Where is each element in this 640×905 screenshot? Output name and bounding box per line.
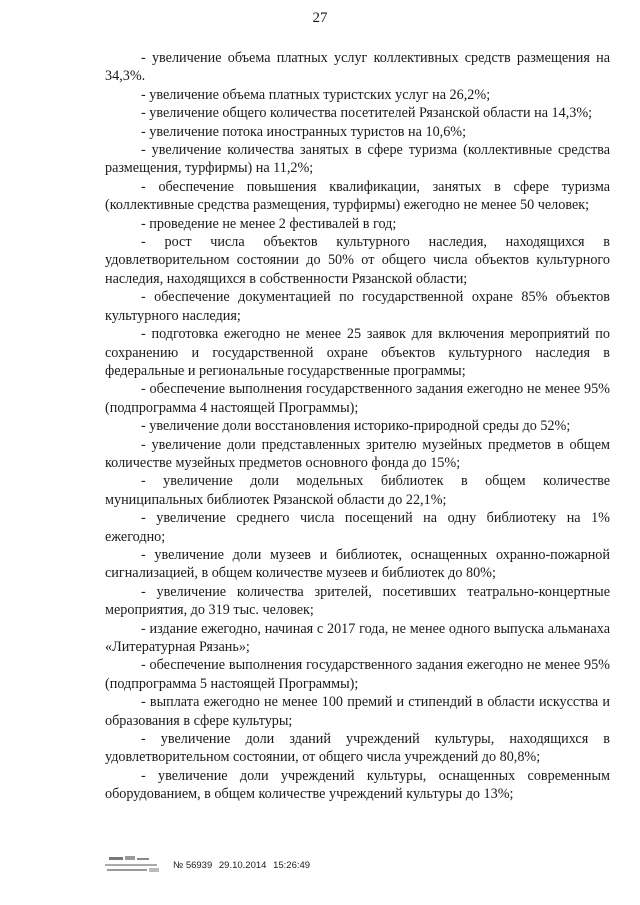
doc-date: 29.10.2014	[218, 859, 267, 871]
list-item: - увеличение количества зрителей, посетивших театрально-концертные мероприятия, до 319 тыс. человек;	[105, 583, 610, 619]
document-body	[105, 49, 610, 804]
list-item: - увеличение доли восстановления историко-природной среды до 52%;	[141, 418, 571, 435]
list-item: - увеличение количества занятых в сфере туризма (коллективные средства размещения, турфирмы) на 11,2%;	[105, 142, 610, 177]
list-item: - обеспечение выполнения государственного задания ежегодно не менее 95% (подпрограмма 4 настоящей Программы);	[105, 381, 610, 416]
list-item: - проведение не менее 2 фестивалей в год;	[141, 215, 397, 232]
registration-stamp	[173, 860, 314, 871]
list-item: - увеличение потока иностранных туристов на 10,6%;	[141, 123, 467, 140]
doc-time: 15:26:49	[273, 859, 311, 871]
page-number: 27	[312, 10, 328, 26]
list-item: - увеличение среднего числа посещений на одну библиотеку на 1% ежегодно;	[105, 510, 610, 545]
list-item: - издание ежегодно, начиная с 2017 года, не менее одного выпуска альманаха «Литературная Рязань»;	[105, 620, 610, 655]
list-item: - увеличение доли музеев и библиотек, оснащенных охранно-пожарной сигнализацией, в общем количестве музеев и библиотек до 80%;	[105, 546, 610, 582]
list-item: - обеспечение документацией по государственной охране 85% объектов культурного наследия;	[105, 289, 610, 324]
list-item: - увеличение доли учреждений культуры, оснащенных современным оборудованием, в общем количестве учреждений культуры до 13%;	[105, 767, 610, 803]
list-item: - рост числа объектов культурного наследия, находящихся в удовлетворительном состоянии до 50% от общего числа объектов культурного наследия, находящихся в собственности Рязанской области;	[105, 234, 610, 287]
list-item: - обеспечение выполнения государственного задания ежегодно не менее 95% (подпрограмма 5 настоящей Программы);	[105, 657, 610, 692]
list-item: - увеличение объема платных туристских услуг на 26,2%;	[141, 86, 491, 103]
registry-stamp-icon	[103, 855, 163, 875]
list-item: - увеличение общего количества посетителей Рязанской области на 14,3%;	[141, 105, 593, 122]
doc-number: № 56939	[173, 859, 213, 871]
list-item: - увеличение доли представленных зрителю музейных предметов в общем количестве музейных предметов основного фонда до 15%;	[105, 436, 610, 471]
list-item: - выплата ежегодно не менее 100 премий и стипендий в области искусства и образования в сфере культуры;	[105, 694, 610, 729]
list-item: - увеличение объема платных услуг коллективных средств размещения на 34,3%.	[105, 50, 610, 85]
list-item: - увеличение доли модельных библиотек в общем количестве муниципальных библиотек Рязанской области до 22,1%;	[105, 473, 610, 508]
list-item: - обеспечение повышения квалификации, занятых в сфере туризма (коллективные средства размещения, турфирмы) ежегодно не менее 50 человек;	[105, 178, 610, 214]
list-item: - увеличение доли зданий учреждений культуры, находящихся в удовлетворительном состоянии, от общего числа учреждений до 80,8%;	[105, 731, 610, 766]
list-item: - подготовка ежегодно не менее 25 заявок для включения мероприятий по сохранению и государственной охране объектов культурного наследия в федеральные и региональные государственные программы;	[105, 326, 610, 379]
document-footer	[103, 855, 314, 875]
